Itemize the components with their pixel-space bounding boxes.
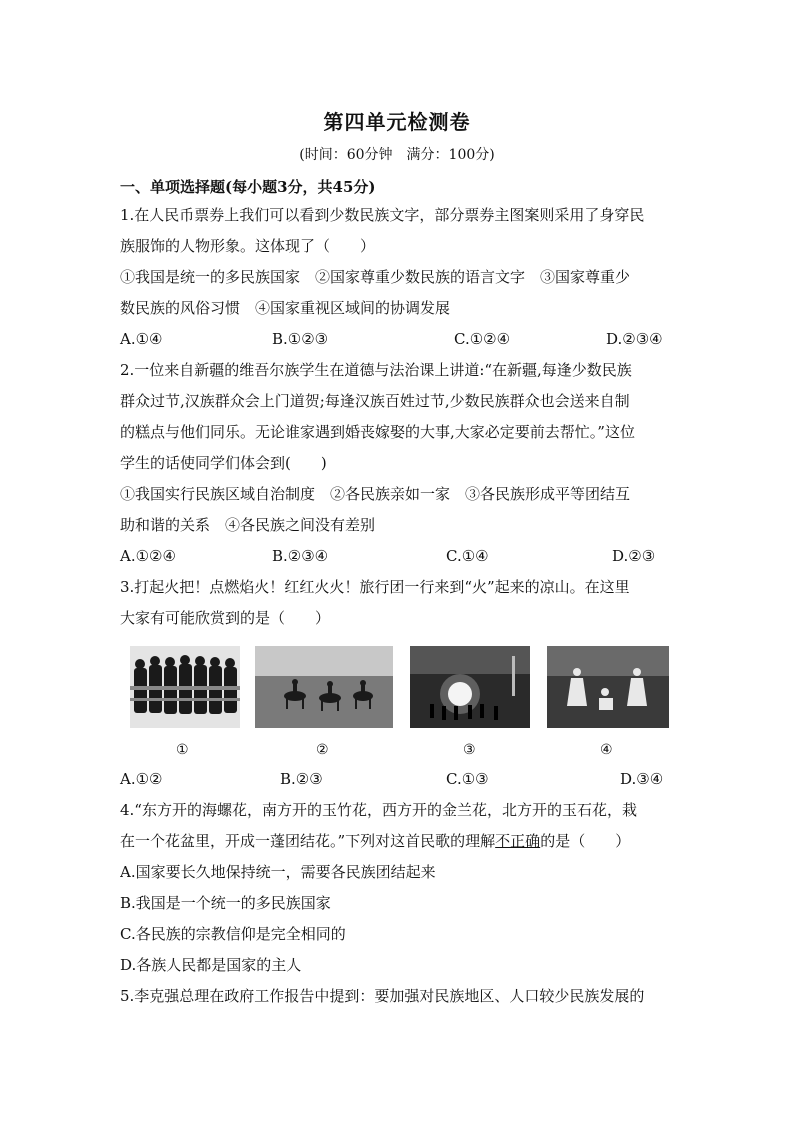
q3-options: [120, 764, 680, 795]
q1-item-line: ①我国是统一的多民族国家 ②国家尊重少数民族的语言文字 ③国家尊重少: [120, 268, 631, 286]
q2-stem-line: 2.一位来自新疆的维吾尔族学生在道德与法治课上讲道:“在新疆,每逢少数民族: [120, 361, 632, 379]
q2-stem-line: 群众过节,汉族群众会上门道贺;每逢汉族百姓过节,少数民族群众也会送来自制: [120, 392, 630, 410]
q1-options: [120, 324, 680, 355]
q1-stem-line: 1.在人民币票券上我们可以看到少数民族文字，部分票券主图案则采用了身穿民: [120, 206, 645, 224]
q1-option-d[interactable]: D.②③④: [606, 330, 663, 348]
q3-option-a[interactable]: A.①②: [120, 770, 163, 788]
q3-photo-4[interactable]: [547, 646, 669, 728]
q4-choice-a[interactable]: A.国家要长久地保持统一，需要各民族团结起来: [120, 863, 436, 881]
q2-option-d[interactable]: D.②③: [612, 547, 656, 565]
q3-caption-2: ②: [316, 742, 329, 758]
exam-info: (时间：60分钟 满分：100分): [299, 147, 495, 163]
q3-photo-2[interactable]: [255, 646, 393, 728]
q4-stem-line: [120, 826, 680, 857]
q3-image-row: [120, 646, 680, 736]
q4-stem-text: 的是（ ）: [540, 832, 631, 850]
q2-options: [120, 541, 680, 572]
q3-captions: [120, 736, 680, 764]
q1-item-line: 数民族的风俗习惯 ④国家重视区域间的协调发展: [120, 299, 451, 317]
questions: [120, 200, 680, 1012]
q2-option-b[interactable]: B.②③④: [272, 547, 329, 565]
q2-stem-line: 的糕点与他们同乐。无论谁家遇到婚丧嫁娶的大事,大家必定要前去帮忙。”这位: [120, 423, 635, 441]
q2-option-a[interactable]: A.①②④: [120, 547, 176, 565]
section-heading: 一、单项选择题(每小题3分，共45分): [120, 178, 376, 196]
q3-photo-1[interactable]: [130, 646, 240, 728]
q3-stem-line: 大家有可能欣赏到的是（ ）: [120, 609, 331, 627]
q3-caption-4: ④: [600, 742, 613, 758]
q4-stem-line: 4.“东方开的海螺花，南方开的玉竹花，西方开的金兰花，北方开的玉石花，栽: [120, 801, 637, 819]
q4-choice-d[interactable]: D.各族人民都是国家的主人: [120, 956, 302, 974]
q1-option-b[interactable]: B.①②③: [272, 330, 329, 348]
q4-stem-text: 在一个花盆里，开成一蓬团结花。”下列对这首民歌的理解: [120, 832, 496, 850]
q5-stem-line: 5.李克强总理在政府工作报告中提到：要加强对民族地区、人口较少民族发展的: [120, 987, 645, 1005]
q2-item-line: 助和谐的关系 ④各民族之间没有差别: [120, 516, 376, 534]
q3-caption-3: ③: [463, 742, 476, 758]
q4-choice-b[interactable]: B.我国是一个统一的多民族国家: [120, 894, 331, 912]
q4-stem-emphasis: 不正确: [495, 832, 541, 850]
q1-option-c[interactable]: C.①②④: [454, 330, 511, 348]
q3-option-c[interactable]: C.①③: [446, 770, 489, 788]
q1-option-a[interactable]: A.①④: [120, 330, 163, 348]
page-title: 第四单元检测卷: [323, 110, 471, 134]
q3-stem-line: 3.打起火把！点燃焰火！红红火火！旅行团一行来到“火”起来的凉山。在这里: [120, 578, 630, 596]
q3-option-d[interactable]: D.③④: [620, 770, 664, 788]
q4-choice-c[interactable]: C.各民族的宗教信仰是完全相同的: [120, 925, 346, 943]
q2-option-c[interactable]: C.①④: [446, 547, 489, 565]
q3-option-b[interactable]: B.②③: [280, 770, 323, 788]
q3-photo-3[interactable]: [410, 646, 530, 728]
q3-caption-1: ①: [176, 742, 189, 758]
q1-stem-line: 族服饰的人物形象。这体现了（ ）: [120, 237, 376, 255]
q2-stem-line: 学生的话使同学们体会到( ): [120, 454, 327, 472]
q2-item-line: ①我国实行民族区域自治制度 ②各民族亲如一家 ③各民族形成平等团结互: [120, 485, 631, 503]
